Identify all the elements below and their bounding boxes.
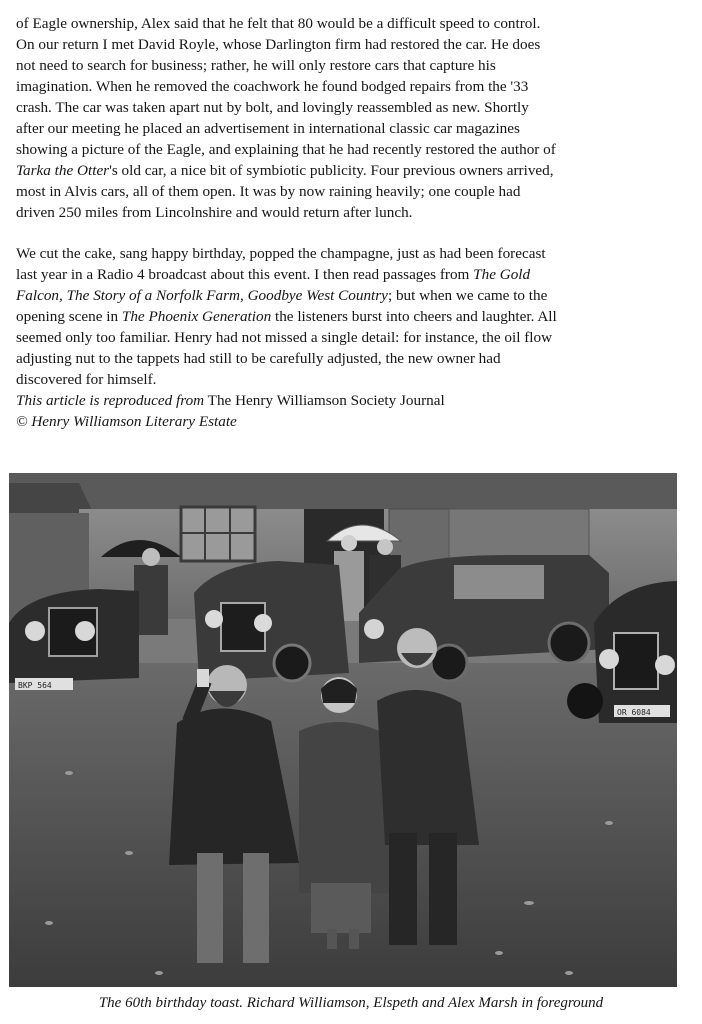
text-fragment: last year in a Radio 4 broadcast about this event. I then read passages from — [16, 266, 474, 283]
text-line: imagination. When he removed the coachwork he found bodged repairs from the '33 — [16, 78, 529, 95]
text-fragment: 's old car, a nice bit of symbiotic publicity. Four previous owners arrived, — [109, 162, 554, 179]
book-title: The Phoenix Generation — [121, 308, 272, 325]
text-line: On our return I met David Royle, whose Darlington firm had restored the car. He does — [16, 36, 541, 53]
text-line — [16, 285, 684, 306]
barn-roof — [9, 473, 677, 513]
text-line — [16, 160, 684, 181]
text-line: adjusting nut to the tappets had still to be carefully adjusted, the new owner had — [16, 350, 501, 367]
book-title: Tarka the Otter — [16, 162, 110, 179]
book-title: The Gold — [473, 266, 531, 283]
text-line — [16, 306, 684, 327]
person-background — [134, 565, 168, 635]
text-line: showing a picture of the Eagle, and explaining that he had recently restored the author of — [16, 141, 556, 158]
svg-text:BKP 564: BKP 564 — [18, 681, 52, 690]
photo-illustration — [9, 473, 677, 987]
text-fragment: the listeners burst into cheers and laughter. All — [271, 308, 557, 325]
text-line: discovered for himself. — [16, 371, 157, 388]
text-line: driven 250 miles from Lincolnshire and would return after lunch. — [16, 204, 413, 221]
champagne-glass — [197, 669, 209, 687]
text-line: after our meeting he placed an advertisement in international classic car magazines — [16, 120, 520, 137]
vintage-car-center — [194, 561, 349, 681]
paragraph-gap — [16, 223, 684, 243]
text-line: most in Alvis cars, all of them open. It was by now raining heavily; one couple had — [16, 183, 521, 200]
source-credit — [16, 390, 684, 411]
text-fragment: ; but when we came to the — [387, 287, 548, 304]
text-line: not need to search for business; rather, he will only restore cars that capture his — [16, 57, 496, 74]
credit-label: This article is reproduced from — [16, 392, 205, 409]
text-line — [16, 264, 684, 285]
text-line: crash. The car was taken apart nut by bolt, and lovingly reassembled as new. Shortly — [16, 99, 529, 116]
text-fragment: opening scene in — [16, 308, 122, 325]
text-line: seemed only too familiar. Henry had not missed a single detail: for instance, the oil flow — [16, 329, 553, 346]
journal-name: The Henry Williamson Society Journal — [204, 392, 445, 409]
book-title: Falcon, The Story of a Norfolk Farm, Goodbye West Country — [16, 287, 388, 304]
text-line: of Eagle ownership, Alex said that he felt that 80 would be a difficult speed to control. — [16, 15, 541, 32]
photo-caption: The 60th birthday toast. Richard Williamson, Elspeth and Alex Marsh in foreground — [98, 995, 604, 1011]
copyright-line: © Henry Williamson Literary Estate — [16, 413, 237, 430]
svg-text:OR 6084: OR 6084 — [617, 708, 651, 717]
birthday-photo — [9, 473, 677, 987]
text-line: We cut the cake, sang happy birthday, popped the champagne, just as had been forecast — [16, 245, 546, 262]
article-body — [16, 13, 684, 432]
